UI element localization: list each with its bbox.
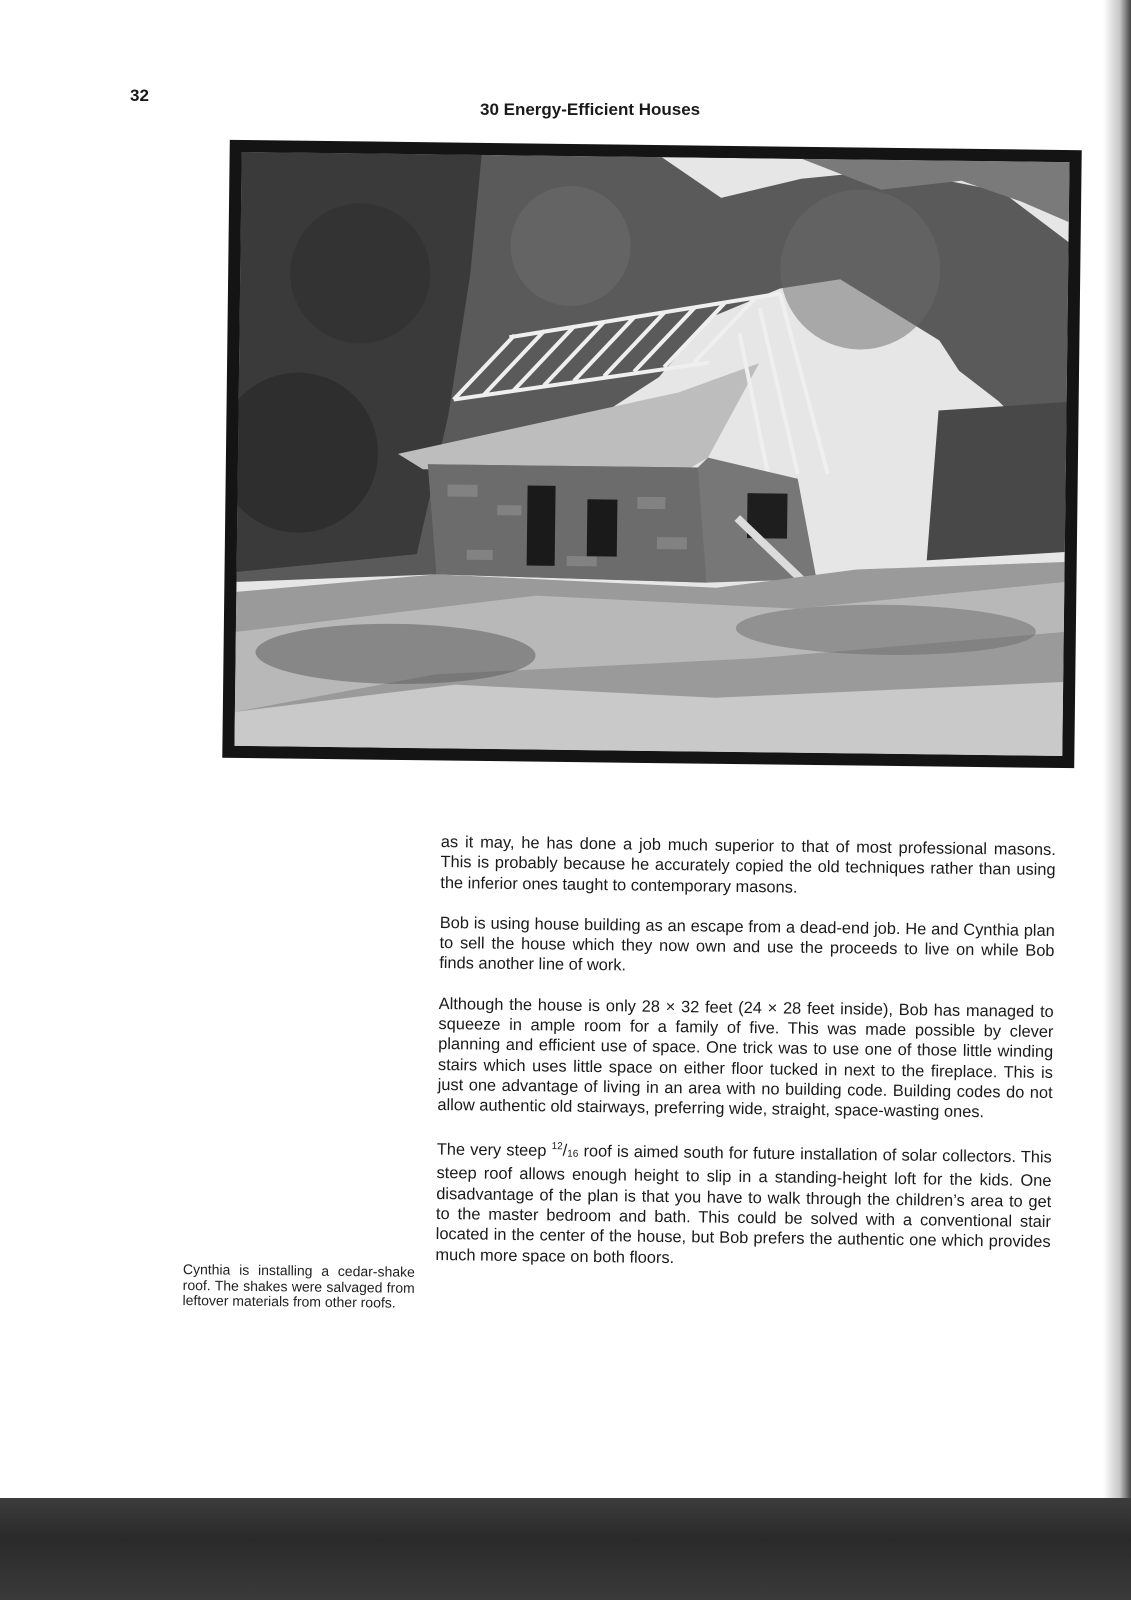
house-photo bbox=[222, 140, 1081, 768]
p4-after: roof is aimed south for future installation of solar collectors. This steep roof allows enough height to slip in a standing-height loft for the kids. One disadvantage of the plan is that you have to walk through the children’s area to get to the master bedroom and bath. This could be solved with a conventional stair located in the center of the house, but Bob prefers the authentic one which provides much more space on both floors. bbox=[435, 1141, 1052, 1267]
figure-caption: Cynthia is installing a cedar-shake roof. The shakes were salvaged from leftover materials from other roofs. bbox=[182, 1261, 415, 1311]
house-photo-image bbox=[234, 152, 1069, 756]
body-paragraph-4 bbox=[435, 1136, 1052, 1273]
body-text bbox=[435, 832, 1056, 1293]
page-number: 32 bbox=[130, 86, 149, 105]
roof-pitch-numerator: 12 bbox=[551, 1141, 563, 1153]
scan-bottom-border bbox=[0, 1498, 1131, 1600]
body-paragraph-1: as it may, he has done a job much superior to that of most professional masons. This is probably because he accurately copied the old techniques rather than using the inferior ones taught to contemporary masons. bbox=[440, 832, 1056, 897]
running-head: 30 Energy-Efficient Houses bbox=[480, 100, 701, 119]
body-paragraph-2: Bob is using house building as an escape from a dead-end job. He and Cynthia plan to sell the house which they now own and use the proceeds to live on while Bob finds another line of work. bbox=[439, 913, 1055, 975]
roof-pitch-fraction: $^{12}/_{16}$ bbox=[551, 1141, 579, 1160]
body-paragraph-3: Although the house is only 28 × 32 feet (24 × 28 feet inside), Bob has managed to squeeze in ample room for a family of five. This was made possible by clever planning and efficient use of space. One trick was to use one of those little winding stairs which uses little space on either floor tucked in next to the fireplace. This is just one advantage of living in an area with no building code. Building codes do not allow authentic old stairways, preferring wide, straight, space-wasting ones. bbox=[437, 994, 1054, 1122]
roof-pitch-denominator: 16 bbox=[567, 1148, 579, 1160]
p4-before: The very steep bbox=[436, 1140, 547, 1160]
scan-edge-shadow bbox=[1103, 0, 1131, 1600]
